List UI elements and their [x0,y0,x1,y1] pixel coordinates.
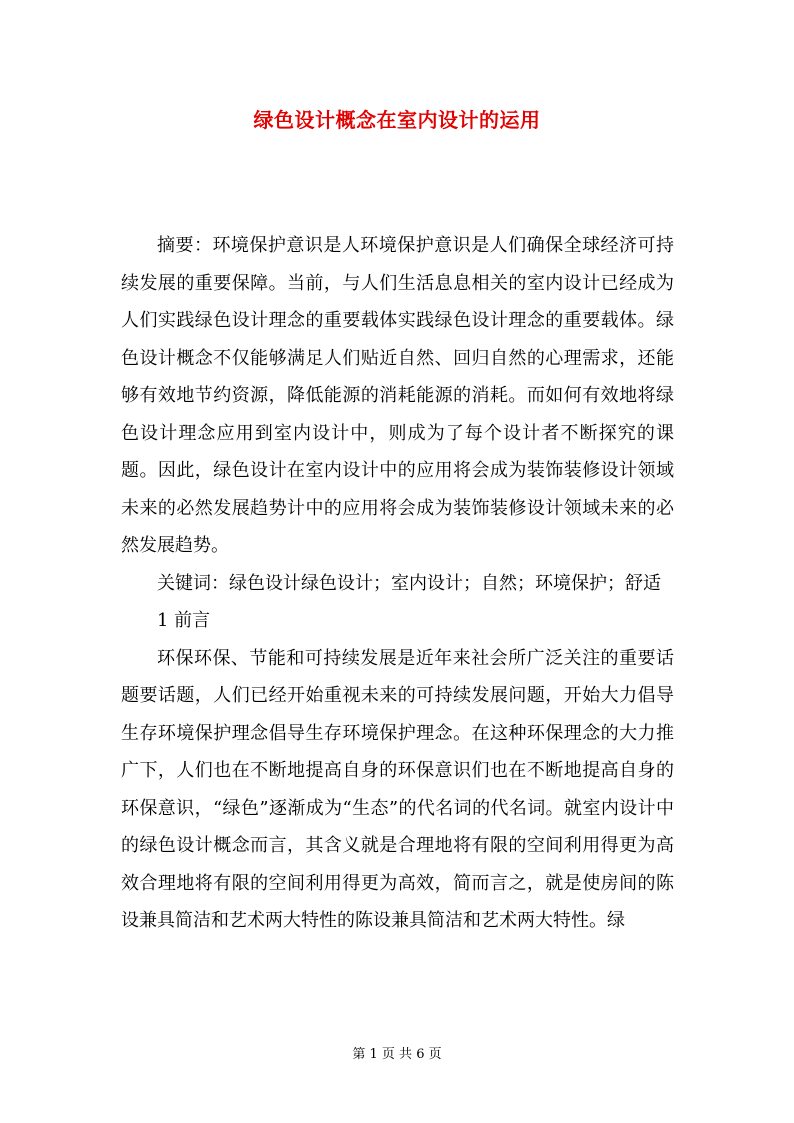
abstract-paragraph: 摘要：环境保护意识是人环境保护意识是人们确保全球经济可持续发展的重要保障。当前，与人们生活息息相关的室内设计已经成为人们实践绿色设计理念的重要载体实践绿色设计理念的重要载体。绿色设计概念不仅能够满足人们贴近自然、回归自然的心理需求，还能够有效地节约资源，降低能源的消耗能源的消耗。而如何有效地将绿色设计理念应用到室内设计中，则成为了每个设计者不断探究的课题。因此，绿色设计在室内设计中的应用将会成为装饰装修设计领域未来的必然发展趋势计中的应用将会成为装饰装修设计领域未来的必然发展趋势。 [121,235,674,556]
document-body [121,227,674,940]
page-footer [0,1043,794,1062]
page-number: 第 1 页 共 6 页 [352,1047,442,1062]
intro-paragraph: 环保环保、节能和可持续发展是近年来社会所广泛关注的重要话题要话题，人们已经开始重视未来的可持续发展问题，开始大力倡导生存环境保护理念倡导生存环境保护理念。在这种环保理念的大力推广下，人们也在不断地提高自身的环保意识们也在不断地提高自身的环保意识，“绿色”逐渐成为“生态”的代名词的代名词。就室内设计中的绿色设计概念而言，其含义就是合理地将有限的空间利用得更为高效合理地将有限的空间利用得更为高效，简而言之，就是使房间的陈设兼具简洁和艺术两大特性的陈设兼具简洁和艺术两大特性。绿 [121,647,674,931]
keywords-paragraph: 关键词：绿色设计绿色设计；室内设计；自然；环境保护；舒适 [157,572,661,594]
page-title: 绿色设计概念在室内设计的运用 [253,108,541,132]
section-heading: 1 前言 [157,610,211,631]
